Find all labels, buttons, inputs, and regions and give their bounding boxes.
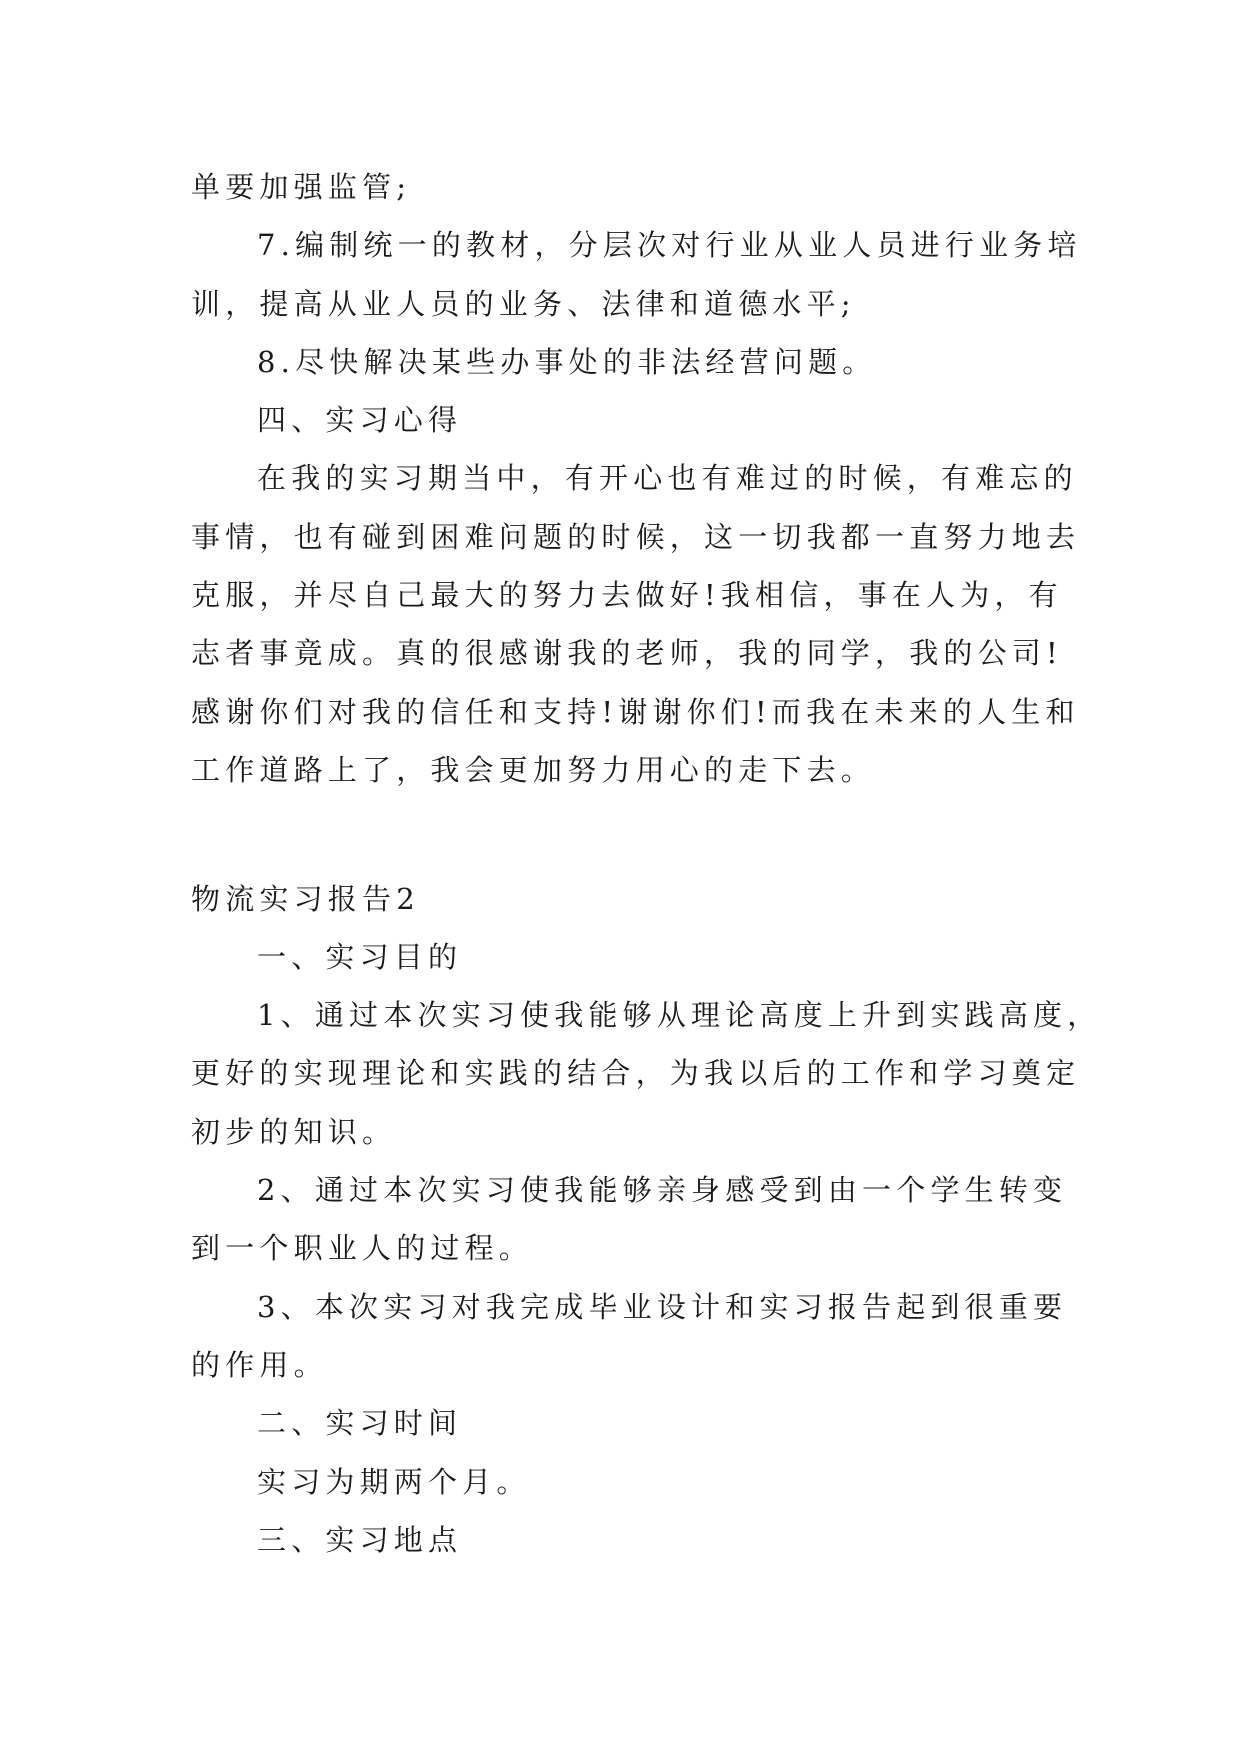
paragraph-line: 1、通过本次实习使我能够从理论高度上升到实践高度， — [257, 998, 1102, 1033]
section-heading: 四、实习心得 — [257, 403, 463, 438]
section-heading: 一、实习目的 — [257, 939, 463, 974]
paragraph-line: 志者事竟成。真的很感谢我的老师，我的同学，我的公司! — [191, 636, 1063, 671]
report-title: 物流实习报告2 — [191, 881, 420, 916]
paragraph-line: 实习为期两个月。 — [257, 1464, 531, 1499]
paragraph-line: 克服，并尽自己最大的努力去做好!我相信，事在人为，有 — [191, 578, 1063, 613]
paragraph-line: 事情，也有碰到困难问题的时候，这一切我都一直努力地去 — [191, 519, 1081, 554]
paragraph-line: 初步的知识。 — [191, 1114, 397, 1149]
paragraph-line: 更好的实现理论和实践的结合，为我以后的工作和学习奠定 — [191, 1056, 1081, 1091]
paragraph-line: 3、本次实习对我完成毕业设计和实习报告起到很重要 — [257, 1289, 1068, 1324]
spacer — [191, 858, 1051, 870]
section-heading: 二、实习时间 — [257, 1406, 463, 1441]
paragraph-line: 7.编制统一的教材，分层次对行业从业人员进行业务培 — [257, 228, 1082, 263]
paragraph-line: 工作道路上了，我会更加努力用心的走下去。 — [191, 752, 876, 787]
paragraph-line: 到一个职业人的过程。 — [191, 1231, 534, 1266]
blank-line — [191, 799, 1051, 857]
paragraph-line: 训，提高从业人员的业务、法律和道德水平; — [191, 286, 856, 321]
document-body — [191, 158, 1102, 1569]
paragraph-line: 感谢你们对我的信任和支持!谢谢你们!而我在未来的人生和 — [191, 694, 1080, 729]
paragraph-line: 在我的实习期当中，有开心也有难过的时候，有难忘的 — [257, 461, 1078, 496]
paragraph-line: 2、通过本次实习使我能够亲身感受到由一个学生转变 — [257, 1173, 1068, 1208]
paragraph-line: 的作用。 — [191, 1347, 328, 1382]
paragraph-line: 8.尽快解决某些办事处的非法经营问题。 — [257, 344, 877, 379]
section-heading: 三、实习地点 — [257, 1522, 463, 1557]
paragraph-line: 单要加强监管; — [191, 170, 412, 204]
